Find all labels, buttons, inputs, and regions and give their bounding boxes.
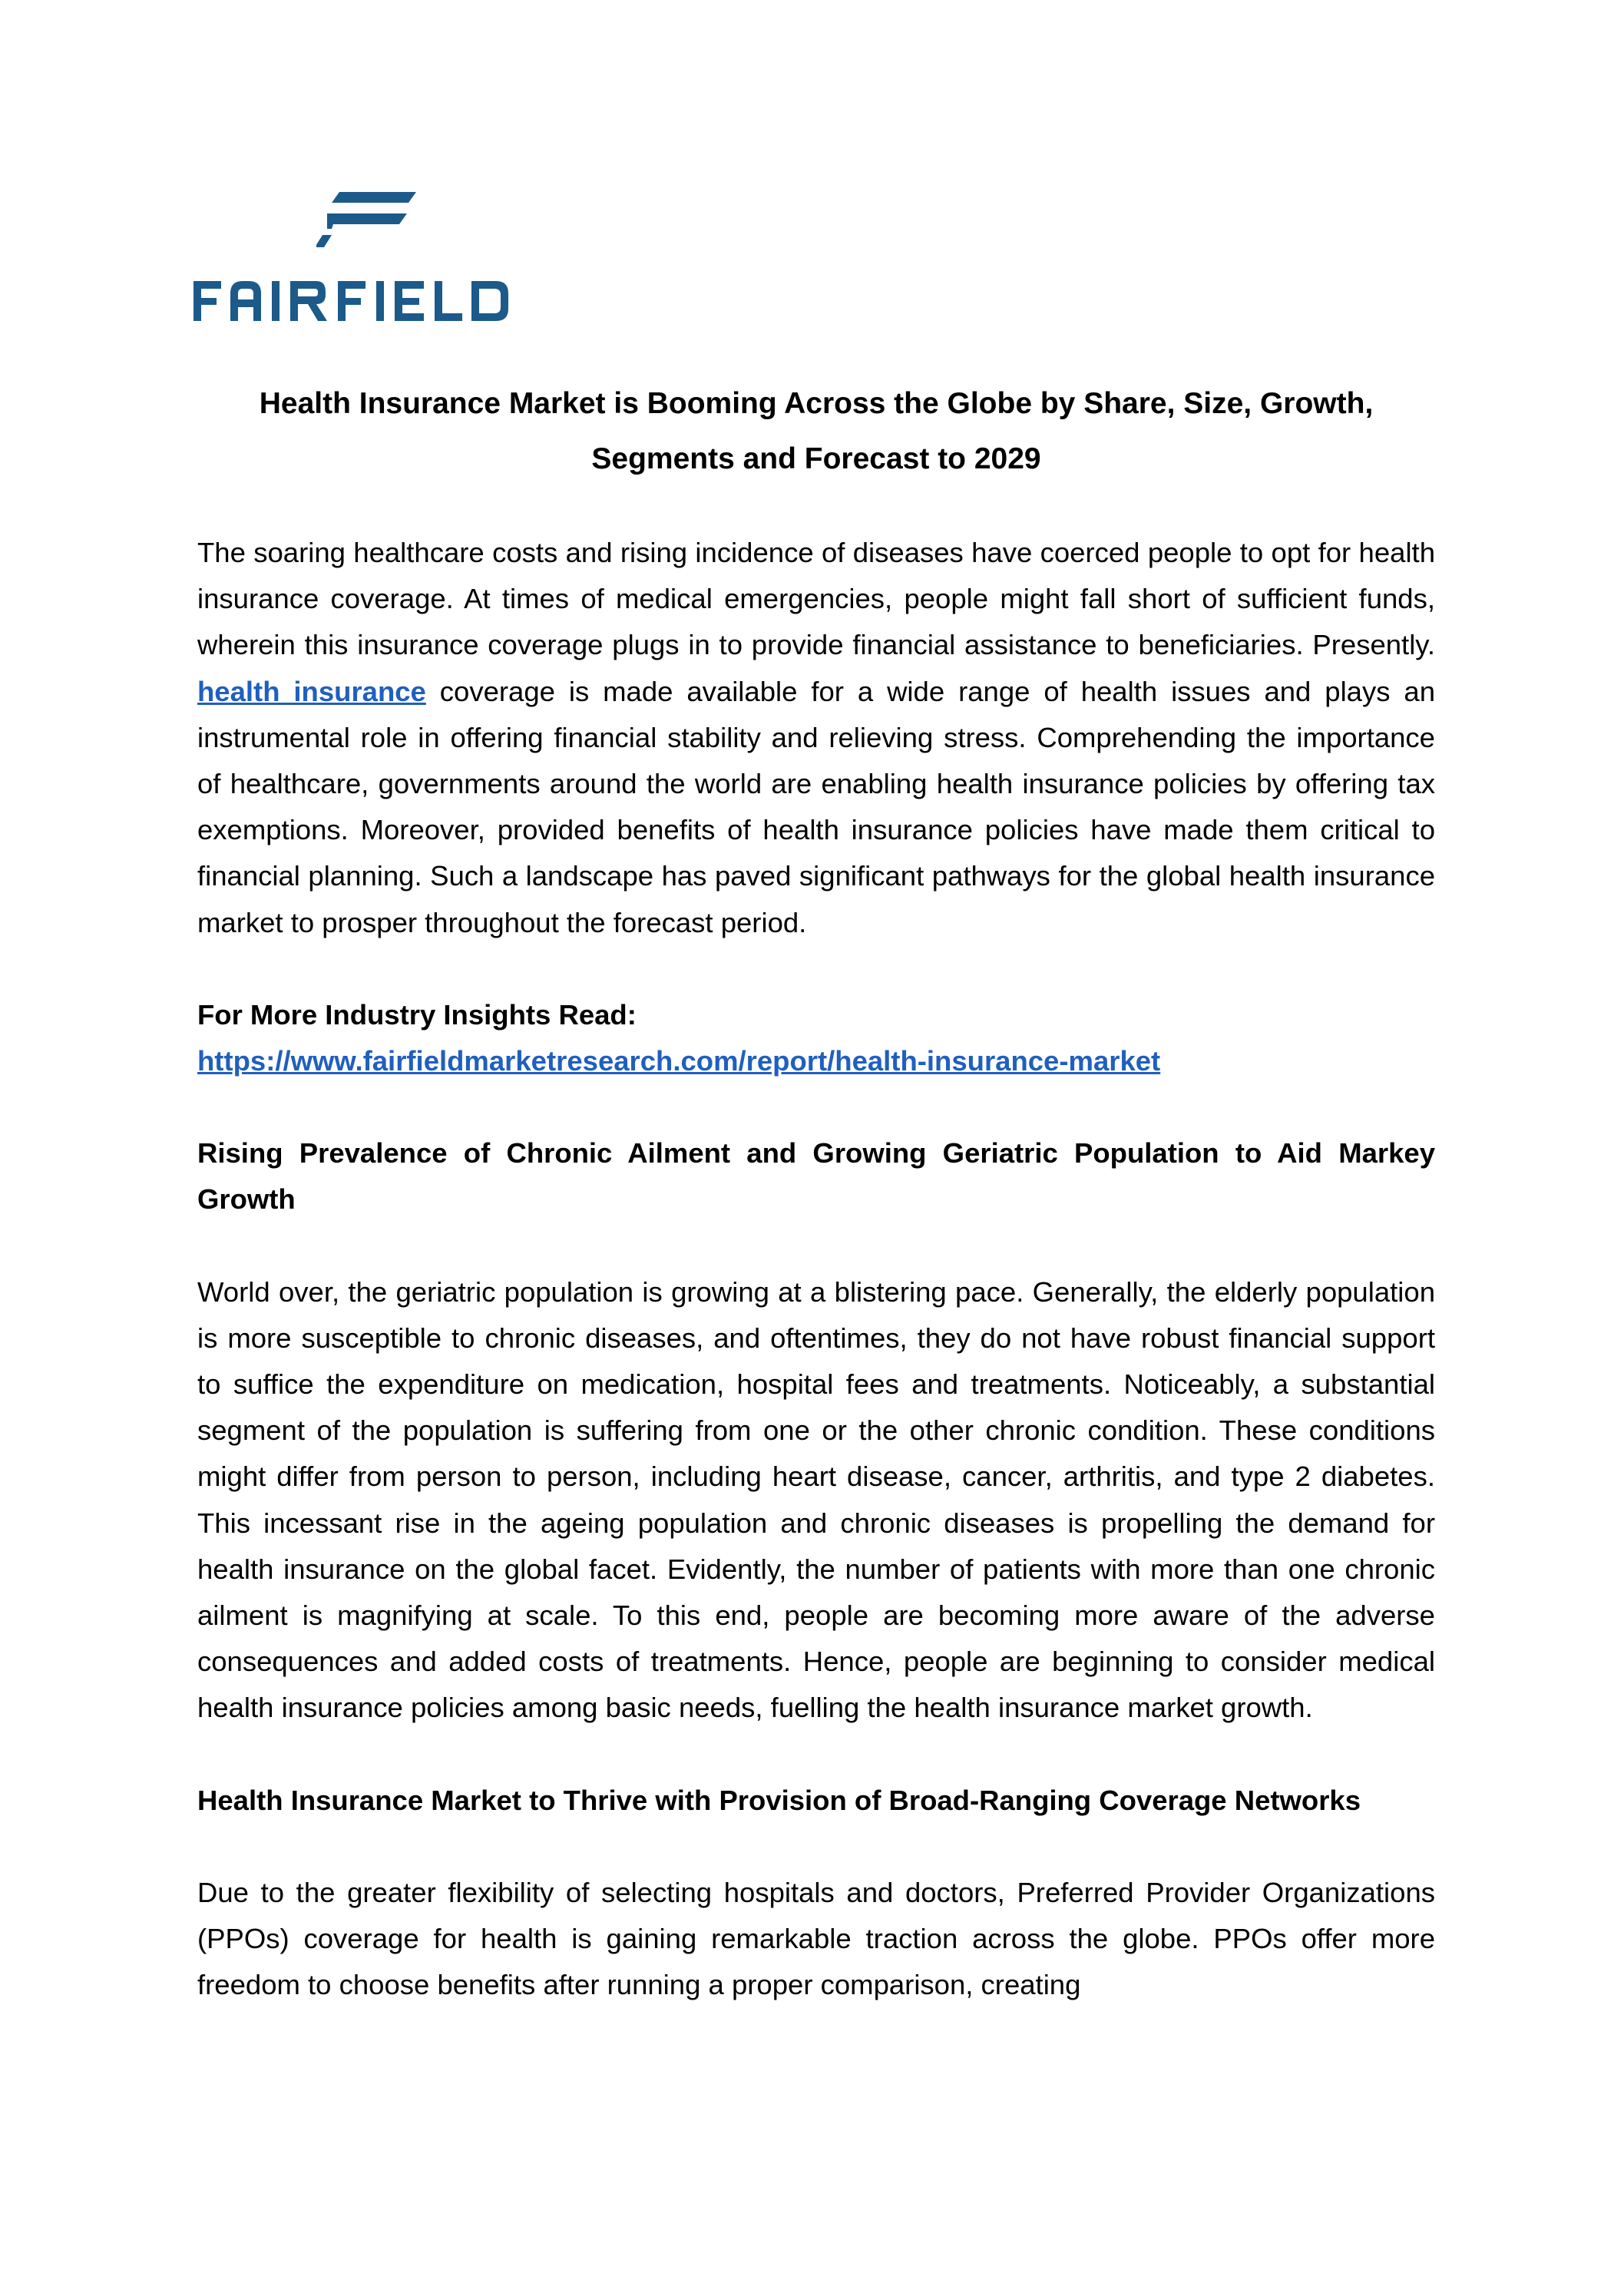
section-heading-chronic-ailment: Rising Prevalence of Chronic Ailment and Growing Geriatric Population to Aid Markey Growth [197, 1137, 1435, 1216]
insights-label: For More Industry Insights Read: [197, 998, 637, 1031]
intro-paragraph [197, 530, 1435, 946]
report-url-link[interactable]: https://www.fairfieldmarketresearch.com/report/health-insurance-market [197, 1045, 1161, 1077]
fairfield-logo [193, 192, 531, 330]
article-body [197, 376, 1435, 2054]
section-heading-coverage-networks: Health Insurance Market to Thrive with Provision of Broad-Ranging Coverage Networks [197, 1784, 1361, 1816]
section-body-chronic-ailment: World over, the geriatric population is growing at a blistering pace. Generally, the elderly population is more susceptible to chronic diseases, and oftentimes, they do not have robust financial support to suffice the expenditure on medication, hospital fees and treatments. Noticeably, a substantial segment of the population is suffering from one or the other chronic condition. These conditions might differ from person to person, including heart disease, cancer, arthritis, and type 2 diabetes. This incessant rise in the ageing population and chronic diseases is propelling the demand for health insurance on the global facet. Evidently, the number of patients with more than one chronic ailment is magnifying at scale. To this end, people are becoming more aware of the adverse consequences and added costs of treatments. Hence, people are beginning to consider medical health insurance policies among basic needs, fuelling the health insurance market growth. [197, 1275, 1435, 1724]
insights-block [197, 992, 1435, 1084]
section-body-coverage-networks: Due to the greater flexibility of selecting hospitals and doctors, Preferred Provider Organizations (PPOs) coverage for health is gaining remarkable traction across the globe. PPOs offer more freedom to choose benefits after running a proper comparison, creating [197, 1876, 1435, 2001]
health-insurance-link[interactable]: health insurance [197, 675, 426, 707]
fairfield-logo-mark-icon [316, 192, 416, 261]
intro-text-before-link: The soaring healthcare costs and rising incidence of diseases have coerced people to opt for health insurance coverage. At times of medical emergencies, people might fall short of sufficient funds, wherein this insurance coverage plugs in to provide financial assistance to beneficiaries. Presently. [197, 537, 1435, 661]
intro-text-after-link: coverage is made available for a wide range of health issues and plays an instrumental role in offering financial stability and relieving stress. Comprehending the importance of healthcare, governments around the world are enabling health insurance policies by offering tax exemptions. Moreover, provided benefits of health insurance policies have made them critical to financial planning. Such a landscape has paved significant pathways for the global health insurance market to prosper throughout the forecast period. [197, 675, 1435, 938]
page-title: Health Insurance Market is Booming Across the Globe by Share, Size, Growth, Segments and Forecast to 2029 [259, 387, 1374, 475]
fairfield-wordmark [193, 278, 531, 324]
